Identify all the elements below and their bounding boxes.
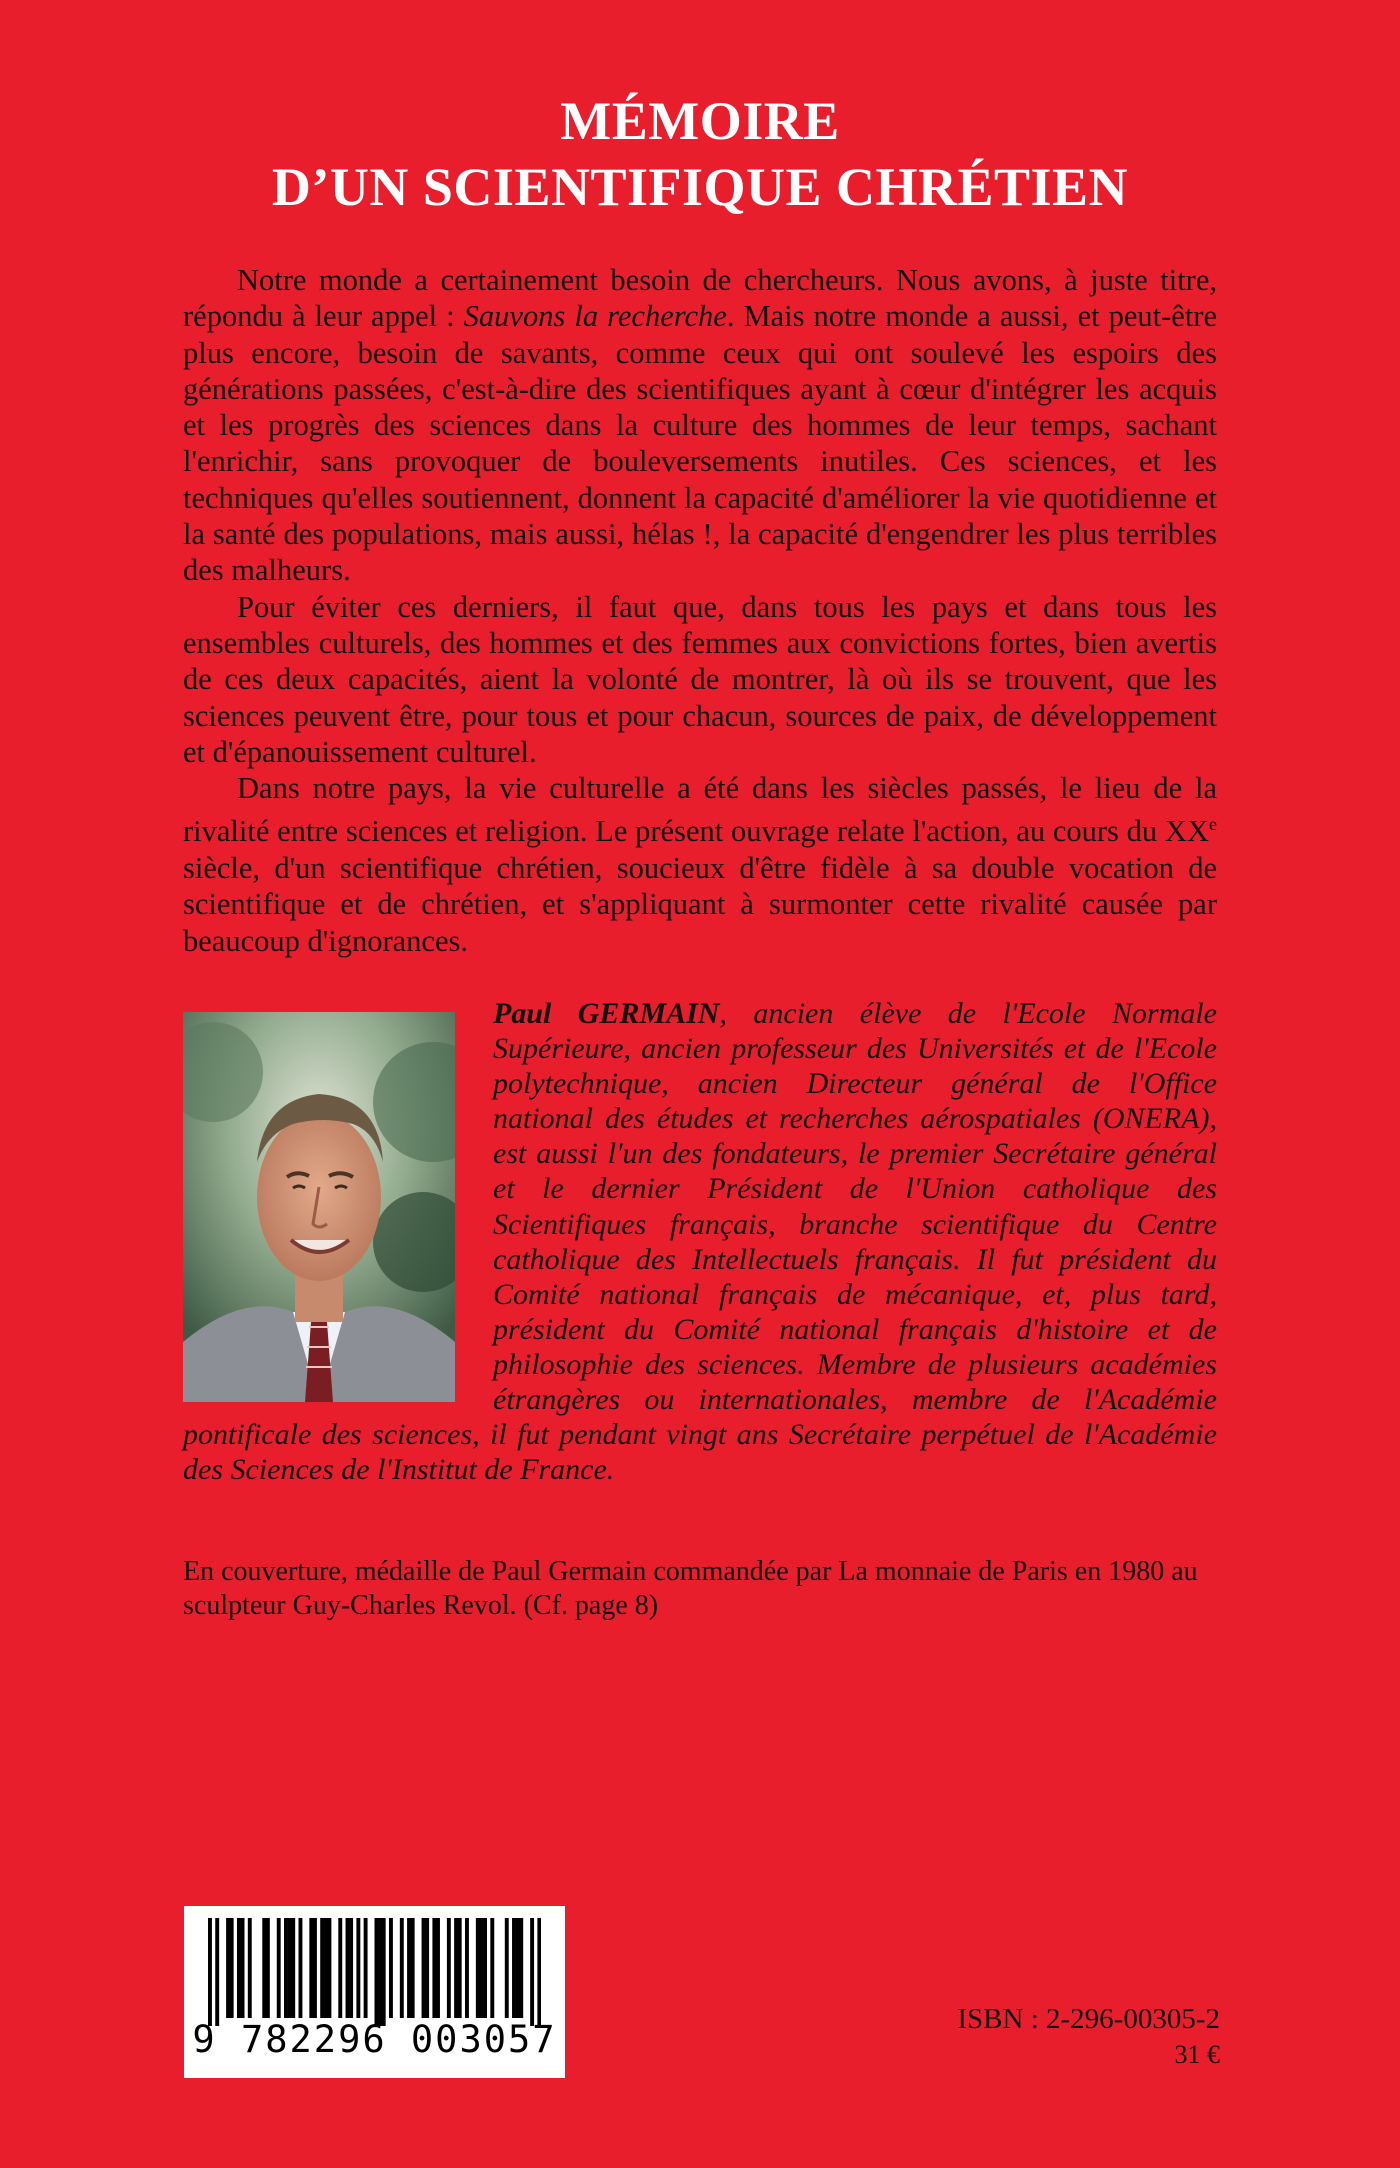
barcode-bar bbox=[382, 1918, 386, 2026]
barcode-bar bbox=[320, 1918, 324, 2018]
title-line-2: D’UN SCIENTIFIQUE CHRÉTIEN bbox=[271, 157, 1129, 217]
book-title bbox=[0, 88, 1400, 220]
blurb-p1-italic-title: Sauvons la recherche bbox=[463, 299, 727, 334]
barcode-bar bbox=[215, 1918, 219, 2026]
barcode-bar bbox=[432, 1918, 436, 2018]
barcode-bar bbox=[338, 1918, 342, 2018]
title-line-1: MÉMOIRE bbox=[560, 91, 840, 151]
barcode-bar bbox=[479, 1918, 483, 2018]
author-name: Paul GERMAIN bbox=[493, 997, 720, 1030]
barcode-bar bbox=[378, 1918, 382, 2026]
barcode-bar bbox=[490, 1918, 494, 2018]
barcode-bar bbox=[241, 1918, 245, 2018]
barcode-bar bbox=[458, 1918, 462, 2018]
barcode-bar bbox=[298, 1918, 302, 2018]
barcode-bar bbox=[454, 1918, 458, 2018]
barcode-bar bbox=[284, 1918, 288, 2018]
barcode-bar bbox=[349, 1918, 353, 2018]
barcode-bar bbox=[436, 1918, 440, 2018]
barcode-bar bbox=[530, 1918, 534, 2026]
barcode bbox=[184, 1906, 565, 2078]
barcode-bar bbox=[346, 1918, 350, 2018]
barcode-bar bbox=[519, 1918, 523, 2018]
barcode-bar bbox=[324, 1918, 328, 2018]
back-cover-blurb bbox=[183, 262, 1217, 959]
barcode-bar bbox=[262, 1918, 266, 2018]
barcode-bar bbox=[277, 1918, 281, 2018]
barcode-bar bbox=[248, 1918, 252, 2018]
barcode-bar bbox=[226, 1918, 230, 2018]
blurb-paragraph-2: Pour éviter ces derniers, il faut que, dans tous les pays et dans tous les ensembles culturels, des hommes et des femmes aux convictions fortes, bien avertis de ces deux capacités, aient la volonté de montrer, là où ils se trouvent, que les sciences peuvent être, pour tous et pour chacun, sources de paix, de développement et d'épanouissement culturel. bbox=[183, 589, 1217, 769]
price: 31 € bbox=[1174, 2040, 1220, 2069]
barcode-bar bbox=[230, 1918, 234, 2018]
barcode-number: 9 782296 003057 bbox=[192, 2018, 557, 2061]
barcode-bar bbox=[389, 1918, 393, 2018]
barcode-bar bbox=[400, 1918, 404, 2018]
barcode-bar bbox=[512, 1918, 516, 2018]
blurb-p3-text-b: siècle, d'un scientifique chrétien, soucieux d'être fidèle à sa double vocation de scientifique et de chrétien, et s'appliquant à surmonter cette rivalité causée par beaucoup d'ignorances. bbox=[183, 850, 1217, 958]
barcode-bar bbox=[505, 1918, 509, 2018]
barcode-bar bbox=[483, 1918, 487, 2018]
author-photo bbox=[183, 1012, 455, 1402]
barcode-bar bbox=[266, 1918, 270, 2018]
barcode-bar bbox=[425, 1918, 429, 2018]
barcode-bar bbox=[411, 1918, 415, 2018]
barcode-bar bbox=[237, 1918, 241, 2018]
blurb-p1-text-b: . Mais notre monde a aussi, et peut-être plus encore, besoin de savants, comme ceux qui ont soulevé les espoirs des générations passées, c'est-à-dire des scientifiques ayant à cœur d'intégrer les acquis et les progrès des sciences dans la culture des hommes de leur temps, sachant l'enrichir, sans provoquer de bouleversements inutiles. Ces sciences, et les techniques qu'elles soutiennent, donnent la capacité d'améliorer la vie quotidienne et la santé des populations, mais aussi, hélas !, la capacité d'engendrer les plus terribles des malheurs. bbox=[183, 299, 1217, 588]
century-superscript: e bbox=[1209, 814, 1217, 835]
barcode-bar bbox=[327, 1918, 331, 2018]
cover-credit-note: En couverture, médaille de Paul Germain commandée par La monnaie de Paris en 1980 au sculpteur Guy-Charles Revol. (Cf. page 8) bbox=[183, 1556, 1198, 1621]
author-bio-text: , ancien élève de l'Ecole Normale Supérieure, ancien professeur des Universités et de l'Ecole polytechnique, ancien Directeur général de l'Office national des études et recherches aérospatiales (ONERA), est aussi l'un des fondateurs, le premier Secrétaire général et le dernier Président de l'Union catholique des Scientifiques français, branche scientifique du Centre catholique des Intellectuels français. Il fut président du Comité national français de mécanique, et, plus tard, président du Comité national français d'histoire et de philosophie des sciences. Membre de plusieurs académies étrangères ou internationales, membre de l'Académie pontificale des sciences, il fut pendant vingt ans Secrétaire perpétuel de l'Académie des Sciences de l'Institut de France. bbox=[183, 997, 1218, 1487]
barcode-bars bbox=[208, 1918, 541, 2026]
barcode-bar bbox=[208, 1918, 212, 2026]
barcode-bar bbox=[537, 1918, 541, 2026]
isbn: ISBN : 2-296-00305-2 bbox=[957, 2003, 1220, 2035]
blurb-p1-text-a: Notre monde a certainement besoin de chercheurs. Nous avons, à juste titre, répondu à leur appel : bbox=[183, 263, 1217, 334]
barcode-bar bbox=[288, 1918, 292, 2018]
barcode-bar bbox=[375, 1918, 379, 2026]
barcode-bar bbox=[465, 1918, 469, 2018]
blurb-p3-text-a: Dans notre pays, la vie culturelle a été dans les siècles passés, le lieu de la rivalité entre sciences et religion. Le présent ouvrage relate l'action, au cours du XX bbox=[183, 771, 1217, 849]
barcode-bar bbox=[313, 1918, 317, 2018]
blurb-paragraph-3 bbox=[183, 770, 1217, 959]
barcode-bar bbox=[422, 1918, 426, 2018]
barcode-bar bbox=[309, 1918, 313, 2018]
blurb-paragraph-1 bbox=[183, 262, 1217, 589]
barcode-bar bbox=[291, 1918, 295, 2018]
barcode-bar bbox=[476, 1918, 480, 2018]
barcode-bar bbox=[447, 1918, 451, 2018]
barcode-bar bbox=[356, 1918, 360, 2018]
barcode-bar bbox=[516, 1918, 520, 2018]
barcode-bar bbox=[364, 1918, 368, 2018]
barcode-bar bbox=[407, 1918, 411, 2018]
